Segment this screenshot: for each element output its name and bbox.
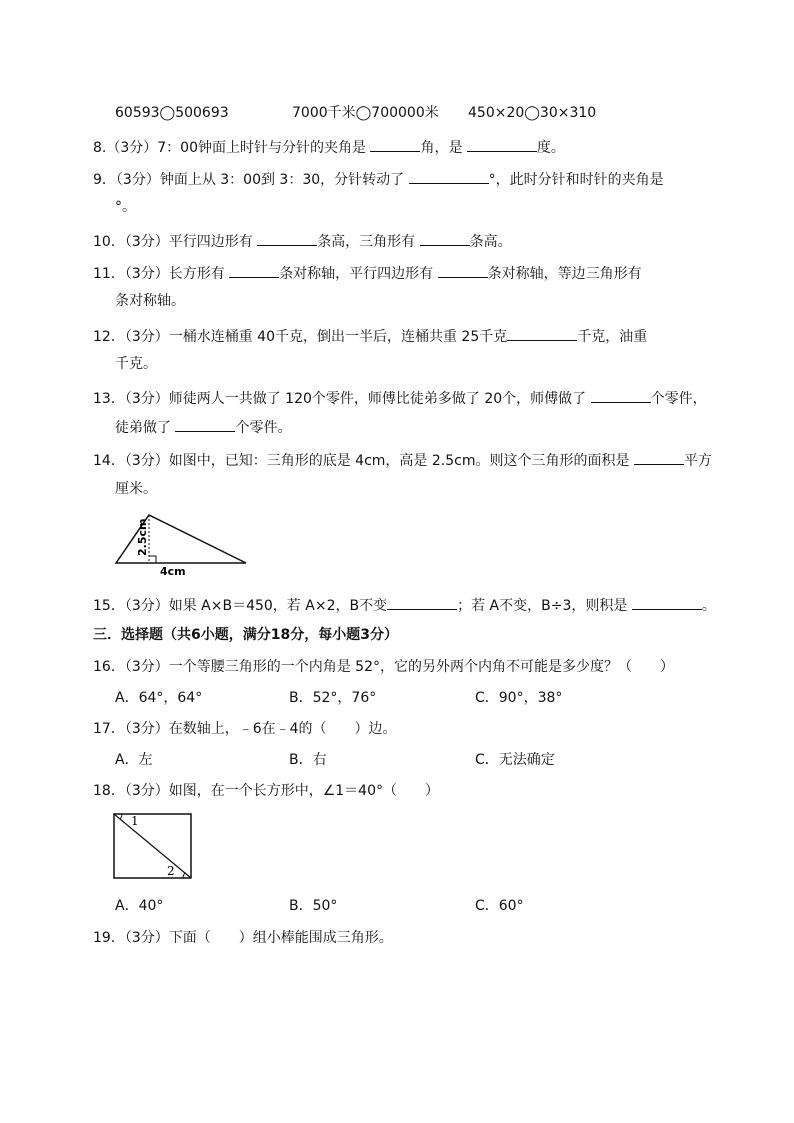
q16-option-b[interactable]: B．52°，76° (289, 690, 377, 706)
q10-text-c: 条高。 (469, 234, 512, 250)
q8-text-a: 8.（3分）7：00钟面上时针与分针的夹角是 (93, 140, 366, 156)
question-15 (93, 594, 716, 616)
question-19: 19．（3分）下面（ ）组小棒能围成三角形。 (93, 930, 393, 946)
q9-blank-1[interactable] (409, 168, 489, 184)
q13-text-b: 个零件， (650, 391, 707, 407)
q9-text-a: 9．（3分）钟面上从 3：00到 3：30，分针转动了 (93, 172, 405, 188)
q13-text-d: 个零件。 (235, 420, 292, 436)
q18-option-c[interactable]: C．60° (475, 898, 524, 914)
q14-text-c: 厘米。 (115, 481, 157, 497)
q17-option-a[interactable]: A．左 (115, 752, 153, 768)
q11-blank-2[interactable] (438, 262, 488, 278)
q15-text-c: 。 (701, 598, 716, 614)
question-8 (93, 136, 565, 158)
rectangle-figure (113, 813, 193, 881)
q13-blank-1[interactable] (591, 387, 651, 403)
q8-blank-1[interactable] (370, 136, 420, 152)
q9-text-c: °。 (115, 199, 136, 215)
q13-text-c: 徒弟做了 (115, 420, 171, 436)
q15-text-b: ；若 A不变，B÷3，则积是 (457, 598, 628, 614)
q11-text-a: 11．（3分）长方形有 (93, 266, 225, 282)
q10-blank-1[interactable] (257, 230, 317, 246)
question-13 (93, 387, 707, 409)
angle-1-label: 1 (131, 814, 139, 828)
q8-text-b: 角，是 (420, 140, 463, 156)
q11-text-b: 条对称轴，平行四边形有 (279, 266, 434, 282)
question-9 (93, 168, 664, 190)
q13-line-2 (115, 416, 291, 438)
q14-blank-1[interactable] (634, 449, 684, 465)
q10-text-a: 10．（3分）平行四边形有 (93, 234, 253, 250)
q13-text-a: 13．（3分）师徒两人一共做了 120个零件，师傅比徒弟多做了 20个，师傅做了 (93, 391, 587, 407)
question-10 (93, 230, 512, 252)
q18-option-a[interactable]: A．40° (115, 898, 164, 914)
section-3-heading: 三．选择题（共6小题，满分18分，每小题3分） (93, 627, 398, 643)
question-11 (93, 262, 642, 284)
compare-item-1: 60593◯500693 (115, 105, 229, 121)
height-label: 2.5cm (136, 518, 149, 556)
q12-text-a: 12．（3分）一桶水连桶重 40千克，倒出一半后，连桶共重 25千克 (93, 329, 508, 345)
triangle-figure (112, 512, 252, 577)
q14-text-b: 平方 (683, 453, 712, 469)
q18-option-b[interactable]: B．50° (289, 898, 338, 914)
q15-blank-2[interactable] (632, 594, 702, 610)
question-18: 18．（3分）如图，在一个长方形中，∠1＝40°（ ） (93, 783, 439, 799)
q13-blank-2[interactable] (175, 416, 235, 432)
q10-blank-2[interactable] (420, 230, 470, 246)
question-14 (93, 449, 712, 471)
q14-text-a: 14．（3分）如图中，已知：三角形的底是 4cm，高是 2.5cm。则这个三角形的面积是 (93, 453, 630, 469)
question-12 (93, 325, 647, 347)
angle-2-label: 2 (167, 864, 175, 878)
compare-item-2: 7000千米◯700000米 (292, 105, 439, 121)
q17-option-c[interactable]: C．无法确定 (475, 752, 555, 768)
q12-text-b: 千克，油重 (577, 329, 648, 345)
base-label: 4cm (160, 565, 186, 578)
question-16: 16．（3分）一个等腰三角形的一个内角是 52°，它的另外两个内角不可能是多少度？（ ） (93, 659, 674, 675)
question-17: 17．（3分）在数轴上，﹣6在﹣4的（ ）边。 (93, 721, 397, 737)
compare-item-3: 450×20◯30×310 (468, 105, 597, 121)
q17-option-b[interactable]: B．右 (289, 752, 327, 768)
right-angle-mark (149, 556, 156, 563)
q8-blank-2[interactable] (467, 136, 537, 152)
q9-text-b: °，此时分针和时针的夹角是 (488, 172, 664, 188)
q11-blank-1[interactable] (229, 262, 279, 278)
diagonal-line (114, 814, 191, 878)
q11-text-c: 条对称轴，等边三角形有 (487, 266, 642, 282)
q10-text-b: 条高，三角形有 (317, 234, 416, 250)
q11-text-d: 条对称轴。 (115, 293, 185, 309)
q8-text-c: 度。 (536, 140, 565, 156)
q16-option-c[interactable]: C．90°，38° (475, 690, 563, 706)
q12-text-c: 千克。 (115, 356, 157, 372)
q16-option-a[interactable]: A．64°，64° (115, 690, 203, 706)
q12-blank-1[interactable] (507, 325, 577, 341)
q15-text-a: 15．（3分）如果 A×B＝450，若 A×2，B不变 (93, 598, 388, 614)
q15-blank-1[interactable] (387, 594, 457, 610)
